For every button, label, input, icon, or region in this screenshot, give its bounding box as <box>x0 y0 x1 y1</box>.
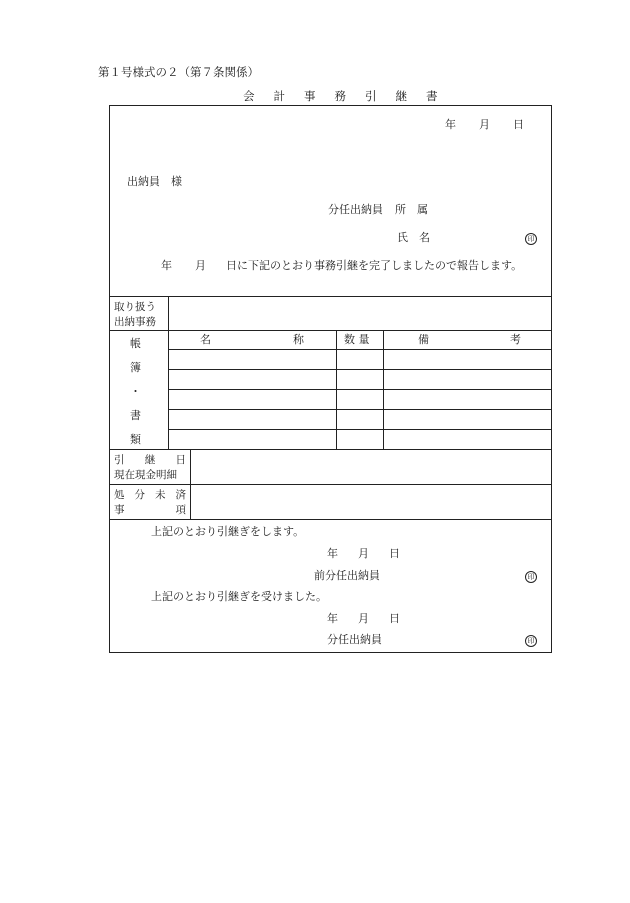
divider <box>168 349 551 350</box>
header-remarks-char: 備 <box>418 333 429 346</box>
reporter-role <box>328 204 428 215</box>
pending-label-line <box>114 503 186 518</box>
duties-label <box>114 300 156 330</box>
divider <box>168 296 169 449</box>
document-title <box>243 91 438 103</box>
pending-label-line <box>114 488 186 503</box>
divider <box>110 519 551 520</box>
month-label: 月 <box>479 118 490 131</box>
affiliation-label: 所 属 <box>395 203 428 216</box>
reporter-role-text: 分任出納員 <box>328 203 383 216</box>
year-label: 年 <box>327 612 338 625</box>
pending-label-char: 分 <box>134 489 145 501</box>
books-label-char: 帳 <box>130 337 141 350</box>
divider <box>168 389 551 390</box>
divider <box>110 484 551 485</box>
cash-label-char: 引 <box>114 454 125 466</box>
duties-label-line: 出納事務 <box>114 316 156 328</box>
divider <box>336 330 337 449</box>
addressee: 出納員 様 <box>127 175 182 188</box>
handover-text: 上記のとおり引継ぎをします。 <box>151 525 305 538</box>
books-label-char: ・ <box>130 385 141 398</box>
divider <box>168 429 551 430</box>
divider <box>190 449 191 519</box>
pending-label-char: 済 <box>175 489 186 501</box>
pending-label-char: 未 <box>155 489 166 501</box>
report-date <box>445 119 524 130</box>
duties-label-line: 取り扱う <box>114 301 156 313</box>
month-label: 月 <box>195 259 206 272</box>
name-label: 氏 名 <box>397 231 430 244</box>
title-char: 引 <box>365 89 377 103</box>
title-char: 会 <box>243 89 255 103</box>
month-label: 月 <box>358 612 369 625</box>
handover-date <box>327 548 400 559</box>
title-char: 書 <box>426 89 438 103</box>
cash-label-char: 継 <box>144 454 156 466</box>
day-label: 日 <box>513 118 524 131</box>
year-label: 年 <box>327 547 338 560</box>
cash-label-line <box>114 453 186 468</box>
takeover-text: 上記のとおり引継ぎを受けました。 <box>151 590 327 603</box>
month-label: 月 <box>358 547 369 560</box>
cash-label <box>114 453 186 483</box>
seal-mark <box>525 634 537 647</box>
cash-label-char: 日 <box>175 454 186 466</box>
pending-label <box>114 488 186 518</box>
seal-char: 印 <box>525 233 537 245</box>
title-char: 務 <box>334 89 346 103</box>
title-char: 事 <box>304 89 316 103</box>
pending-label-char: 事 <box>114 504 125 516</box>
header-remarks-char: 考 <box>510 333 521 346</box>
year-label: 年 <box>161 259 172 272</box>
books-label-char: 簿 <box>130 361 141 374</box>
form-number: 第１号様式の２（第７条関係） <box>98 65 259 79</box>
books-label-char: 書 <box>130 409 141 422</box>
seal-mark <box>525 570 537 583</box>
pending-label-char: 処 <box>114 489 125 501</box>
handover-role: 前分任出納員 <box>314 569 380 582</box>
seal-char: 印 <box>525 571 537 583</box>
books-label-char: 類 <box>130 433 141 446</box>
form-frame <box>109 105 552 653</box>
header-name-char: 名 <box>200 333 211 346</box>
title-char: 継 <box>395 89 407 103</box>
seal-mark <box>525 232 537 245</box>
day-label: 日 <box>389 612 400 625</box>
header-quantity: 数 量 <box>344 333 370 346</box>
takeover-date <box>327 613 400 624</box>
header-name-char: 称 <box>293 333 304 346</box>
seal-char: 印 <box>525 635 537 647</box>
divider <box>168 409 551 410</box>
divider <box>383 330 384 449</box>
statement <box>161 260 522 271</box>
statement-text: 日に下記のとおり事務引継を完了しましたので報告します。 <box>226 259 523 272</box>
year-label: 年 <box>445 118 456 131</box>
title-char: 計 <box>273 89 285 103</box>
takeover-role: 分任出納員 <box>327 633 382 646</box>
day-label: 日 <box>389 547 400 560</box>
divider <box>110 449 551 450</box>
divider <box>110 330 551 331</box>
cash-label-line: 現在現金明細 <box>114 469 177 481</box>
pending-label-char: 項 <box>175 504 186 516</box>
divider <box>110 296 551 297</box>
divider <box>168 369 551 370</box>
books-label <box>130 338 141 458</box>
